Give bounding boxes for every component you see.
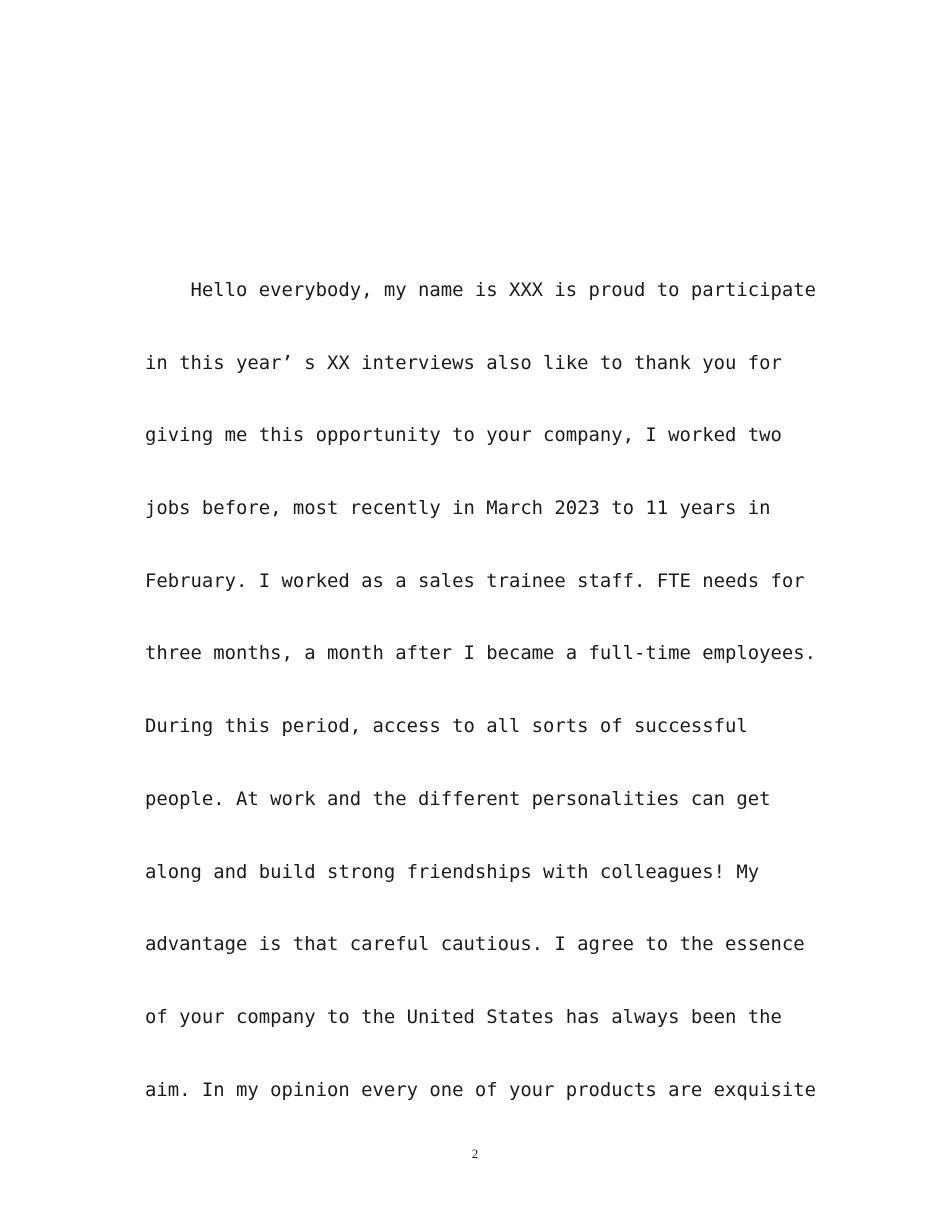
text-line: Hello everybody, my name is XXX is proud to participate (145, 279, 817, 301)
text-line: aim. In my opinion every one of your products are exquisite (145, 1078, 817, 1101)
text-line: three months, a month after I became a full-time employees. (145, 642, 817, 665)
text-line: February. I worked as a sales trainee staff. FTE needs for (145, 569, 805, 592)
text-line: in this year’ s XX interviews also like to thank you for (145, 351, 782, 374)
text-line: giving me this opportunity to your company, I worked two (145, 424, 782, 447)
text-line: jobs before, most recently in March 2023 to 11 years in (145, 497, 771, 520)
text-line: During this period, access to all sorts of successful (145, 715, 748, 738)
body-paragraph (145, 272, 817, 1144)
text-line: of your company to the United States has always been the (145, 1005, 782, 1028)
text-line: advantage is that careful cautious. I agree to the essence (145, 933, 805, 956)
text-line: along and build strong friendships with colleagues! My (145, 860, 760, 883)
page-number: 2 (471, 1146, 479, 1161)
text-line: people. At work and the different personalities can get (145, 787, 771, 810)
